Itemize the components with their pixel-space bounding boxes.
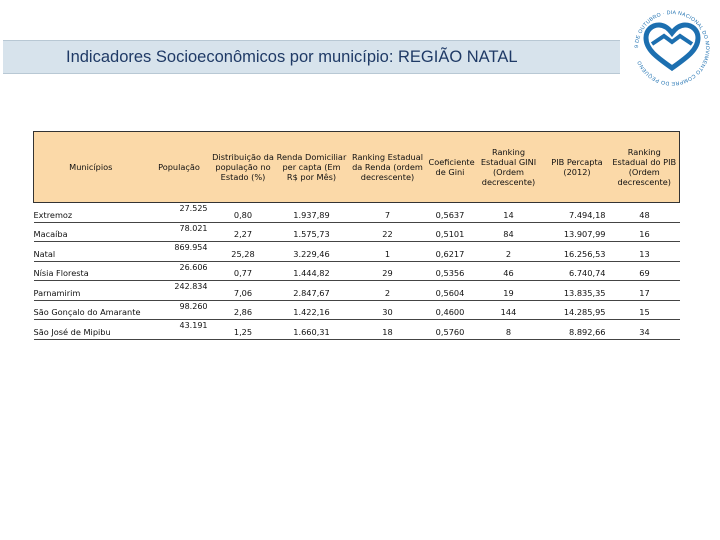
table-row (34, 261, 680, 281)
table-row (34, 281, 680, 301)
cell-ranking-renda: 30 (348, 300, 428, 320)
cell-municipio: Parnamirim (34, 281, 148, 301)
title-bar (3, 40, 620, 74)
cell-municipio: São Gonçalo do Amarante (34, 300, 148, 320)
cell-gini: 0,5356 (428, 261, 473, 281)
header-populacao: População (148, 132, 211, 203)
cell-distribuicao: 2,27 (211, 222, 276, 242)
cell-renda: 1.422,16 (276, 300, 348, 320)
cell-distribuicao: 25,28 (211, 242, 276, 262)
header-ranking-pib: Ranking Estadual do PIB (Ordem decrescente) (610, 132, 680, 203)
header-row (34, 132, 680, 203)
cell-pib: 13.835,35 (545, 281, 610, 301)
cell-ranking-gini: 2 (473, 242, 545, 262)
table-row (34, 300, 680, 320)
cell-ranking-gini: 14 (473, 203, 545, 223)
logo-arc-text: 9 DE OUTUBRO · DIA NACIONAL DO MOVIMENTO COMPRE DO PEQUENO (633, 9, 711, 87)
cell-ranking-gini: 144 (473, 300, 545, 320)
cell-municipio: São José de Mipibu (34, 320, 148, 340)
header-distribuicao: Distribuição da população no Estado (%) (211, 132, 276, 203)
page-title: Indicadores Socioeconômicos por município: REGIÃO NATAL (66, 47, 518, 66)
cell-ranking-gini: 19 (473, 281, 545, 301)
cell-distribuicao: 0,77 (211, 261, 276, 281)
cell-populacao: 27.525 (148, 203, 211, 223)
heart-hands-icon (646, 25, 698, 68)
cell-populacao: 26.606 (148, 261, 211, 281)
cell-ranking-pib: 13 (610, 242, 680, 262)
cell-ranking-pib: 17 (610, 281, 680, 301)
cell-municipio: Natal (34, 242, 148, 262)
cell-ranking-renda: 29 (348, 261, 428, 281)
cell-renda: 2.847,67 (276, 281, 348, 301)
cell-ranking-renda: 22 (348, 222, 428, 242)
cell-renda: 1.575,73 (276, 222, 348, 242)
cell-populacao: 98.260 (148, 300, 211, 320)
cell-ranking-gini: 84 (473, 222, 545, 242)
cell-municipio: Macaíba (34, 222, 148, 242)
cell-distribuicao: 2,86 (211, 300, 276, 320)
cell-municipio: Nísia Floresta (34, 261, 148, 281)
cell-ranking-renda: 2 (348, 281, 428, 301)
cell-renda: 1.937,89 (276, 203, 348, 223)
cell-populacao: 43.191 (148, 320, 211, 340)
table-row (34, 320, 680, 340)
cell-gini: 0,5637 (428, 203, 473, 223)
header-pib: PIB Percapta (2012) (545, 132, 610, 203)
cell-distribuicao: 1,25 (211, 320, 276, 340)
cell-pib: 8.892,66 (545, 320, 610, 340)
cell-gini: 0,5760 (428, 320, 473, 340)
cell-pib: 6.740,74 (545, 261, 610, 281)
cell-ranking-pib: 34 (610, 320, 680, 340)
cell-gini: 0,4600 (428, 300, 473, 320)
header-ranking-gini: Ranking Estadual GINI (Ordem decrescente) (473, 132, 545, 203)
cell-ranking-pib: 69 (610, 261, 680, 281)
cell-ranking-pib: 15 (610, 300, 680, 320)
cell-gini: 0,5604 (428, 281, 473, 301)
logo (628, 2, 716, 94)
cell-ranking-pib: 16 (610, 222, 680, 242)
cell-pib: 7.494,18 (545, 203, 610, 223)
cell-gini: 0,5101 (428, 222, 473, 242)
header-gini: Coeficiente de Gini (428, 132, 473, 203)
cell-ranking-renda: 1 (348, 242, 428, 262)
table-row (34, 203, 680, 223)
cell-pib: 14.285,95 (545, 300, 610, 320)
cell-populacao: 78.021 (148, 222, 211, 242)
cell-populacao: 869.954 (148, 242, 211, 262)
header-renda: Renda Domiciliar per capta (Em R$ por Mês) (276, 132, 348, 203)
cell-renda: 3.229,46 (276, 242, 348, 262)
cell-ranking-renda: 7 (348, 203, 428, 223)
cell-ranking-renda: 18 (348, 320, 428, 340)
table-row (34, 242, 680, 262)
cell-renda: 1.660,31 (276, 320, 348, 340)
table-row (34, 222, 680, 242)
indicators-table (33, 131, 680, 340)
cell-renda: 1.444,82 (276, 261, 348, 281)
cell-gini: 0,6217 (428, 242, 473, 262)
cell-ranking-gini: 46 (473, 261, 545, 281)
cell-ranking-gini: 8 (473, 320, 545, 340)
cell-pib: 13.907,99 (545, 222, 610, 242)
cell-pib: 16.256,53 (545, 242, 610, 262)
cell-populacao: 242.834 (148, 281, 211, 301)
cell-distribuicao: 0,80 (211, 203, 276, 223)
header-ranking-renda: Ranking Estadual da Renda (ordem decrescente) (348, 132, 428, 203)
header-municipio: Municípios (34, 132, 148, 203)
cell-distribuicao: 7,06 (211, 281, 276, 301)
cell-ranking-pib: 48 (610, 203, 680, 223)
cell-municipio: Extremoz (34, 203, 148, 223)
